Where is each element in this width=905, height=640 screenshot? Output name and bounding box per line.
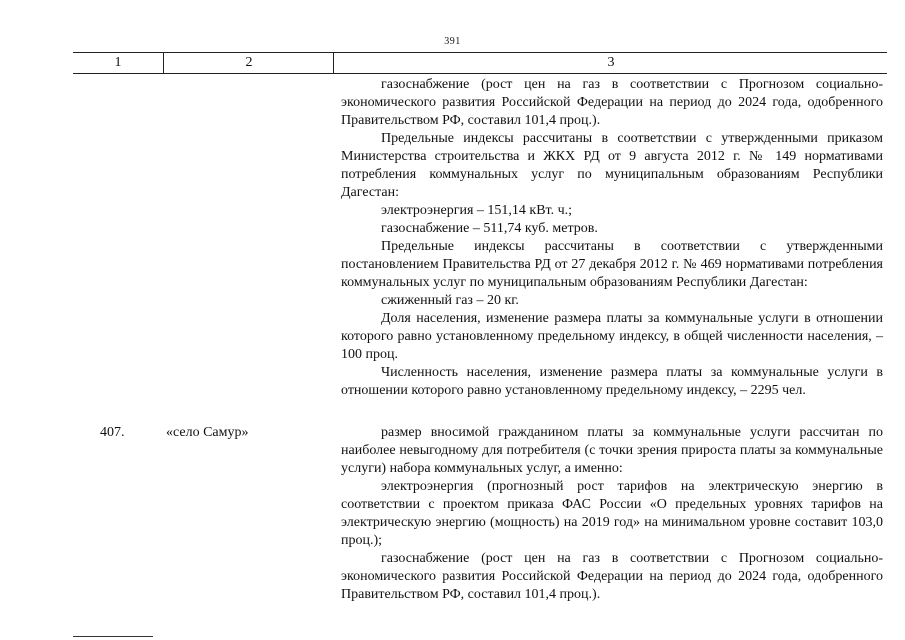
table-header-row (73, 52, 887, 74)
paragraph: размер вносимой гражданином платы за коммунальные услуги рассчитан по наиболее невыгодному для потребителя (с точки зрения прироста платы за коммунальные услуги) набора коммунальных услуг, а именно: (341, 425, 883, 476)
paragraph: газоснабжение (рост цен на газ в соответствии с Прогнозом социально-экономического развития Российской Федерации на период до 2024 года, одобренного Правительством РФ, составил 101,4 проц.). (341, 77, 883, 128)
previous-row-content (341, 76, 883, 400)
paragraph: газоснабжение (рост цен на газ в соответствии с Прогнозом социально-экономического развития Российской Федерации на период до 2024 года, одобренного Правительством РФ, составил 101,4 проц.). (341, 551, 883, 602)
paragraph: Доля населения, изменение размера платы за коммунальные услуги в отношении которого равно установленному предельному индексу, в общей численности населения, – 100 проц. (341, 311, 883, 362)
row-407-content (341, 424, 883, 604)
row-number: 407. (100, 425, 125, 440)
paragraph: Предельные индексы рассчитаны в соответствии с утвержденными постановлением Правительства РД от 27 декабря 2012 г. № 469 нормативами потребления коммунальных услуг по муниципальным образованиям Республики Дагестан: (341, 239, 883, 290)
paragraph: Предельные индексы рассчитаны в соответствии с утвержденными приказом Министерства строительства и ЖКХ РД от 9 августа 2012 г. № 149 нормативами потребления коммунальных услуг по муниципальным образованиям Республики Дагестан: (341, 131, 883, 200)
footer-rule (73, 636, 153, 637)
header-col-1: 1 (114, 55, 122, 70)
header-col-2: 2 (163, 53, 334, 73)
paragraph: газоснабжение – 511,74 куб. метров. (381, 221, 598, 236)
paragraph: электроэнергия – 151,14 кВт. ч.; (381, 203, 573, 218)
municipality-name: «село Самур» (166, 425, 249, 440)
paragraph: сжиженный газ – 20 кг. (381, 293, 519, 308)
header-col-3: 3 (333, 53, 888, 73)
page-number: 391 (444, 36, 461, 47)
paragraph: электроэнергия (прогнозный рост тарифов на электрическую энергию в соответствии с проектом приказа ФАС России «О предельных уровнях тарифов на электрическую энергию (мощность) на 2019 год» на минимальном уровне составит 103,0 проц.); (341, 479, 883, 548)
paragraph: Численность населения, изменение размера платы за коммунальные услуги в отношении которого равно установленному предельному индексу, – 2295 чел. (341, 365, 883, 398)
